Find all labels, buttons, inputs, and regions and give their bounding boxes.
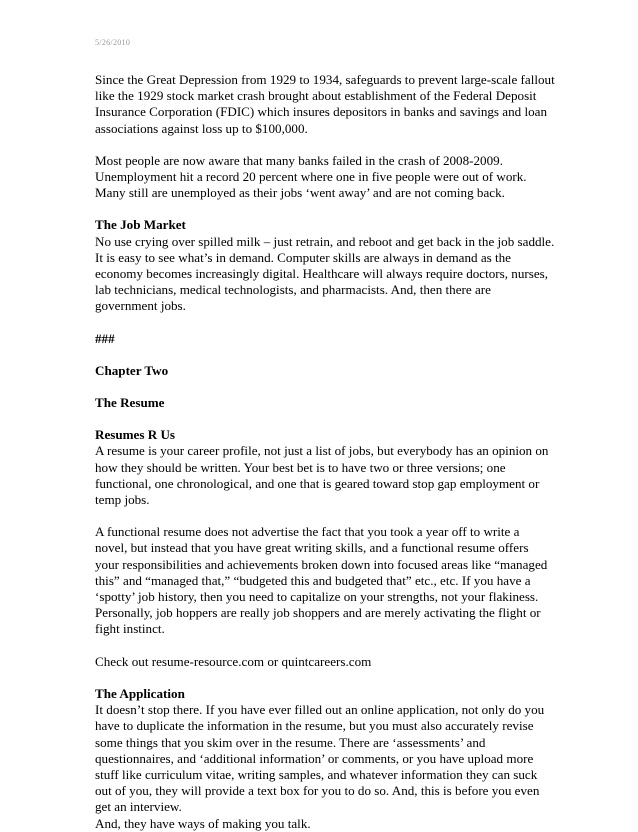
heading-the-resume: The Resume bbox=[95, 395, 165, 411]
header-date: 5/26/2010 bbox=[95, 38, 131, 47]
paragraph-fdic: Since the Great Depression from 1929 to 1934, safeguards to prevent large-scale fallout like the 1929 stock market crash brought about establishment of the Federal Deposit Insurance Corporation (FDIC) which insures depositors in banks and savings and loan associations against loss up to $100,000. bbox=[95, 72, 555, 136]
paragraph-closing: And, they have ways of making you talk. bbox=[95, 815, 311, 831]
chapter-heading: Chapter Two bbox=[95, 362, 169, 378]
paragraph-application: It doesn’t stop there. If you have ever filled out an online application, not only do you have to duplicate the information in the resume, but you must also accurately revise some things that you skim over in the resume. There are ‘assessments’ and questionnaires, and ‘additional information’ or comments, or you have upload more stuff like curriculum vitae, writing samples, and whatever information they can suck out of you, they will provide a text box for you to do so. And, this is before you even get an interview. bbox=[95, 702, 545, 815]
document-body bbox=[95, 72, 555, 832]
heading-resumes-r-us: Resumes R Us bbox=[95, 427, 176, 443]
section-job-market bbox=[95, 217, 555, 314]
separator: ### bbox=[95, 330, 115, 346]
paragraph-job-market: No use crying over spilled milk – just retrain, and reboot and get back in the job saddle. It is easy to see what’s in demand. Computer skills are always in demand as the economy becomes increasingly digital. Healthcare will always require doctors, nurses, lab technicians, medical technologists, and pharmacists. And, then there are government jobs. bbox=[95, 233, 555, 314]
heading-job-market: The Job Market bbox=[95, 217, 186, 233]
paragraph-check-out: Check out resume-resource.com or quintcareers.com bbox=[95, 653, 372, 669]
paragraph-bank-crash: Most people are now aware that many banks failed in the crash of 2008-2009. Unemployment hit a record 20 percent where one in five people were out of work. Many still are unemployed as their jobs ‘went away’ and are not coming back. bbox=[95, 152, 527, 201]
section-application bbox=[95, 686, 555, 832]
paragraph-resumes-r-us: A resume is your career profile, not just a list of jobs, but everybody has an opinion on how they should be written. Your best bet is to have two or three versions; one functional, one chronological, and one that is geared toward stop gap employment or temp jobs. bbox=[95, 443, 549, 508]
paragraph-functional-resume: A functional resume does not advertise the fact that you took a year off to write a novel, but instead that you have great writing skills, and a functional resume offers your responsibilities and achievements broken down into focused areas like “managed this” and “managed that,” “budgeted this and budgeted that” etc., etc. If you have a ‘spotty’ job history, then you need to capitalize on your strengths, not your flakiness. Personally, job hoppers are really job shoppers and are merely activating the flight or fight instinct. bbox=[95, 524, 548, 637]
section-resumes-r-us bbox=[95, 427, 555, 508]
heading-the-application: The Application bbox=[95, 685, 185, 701]
